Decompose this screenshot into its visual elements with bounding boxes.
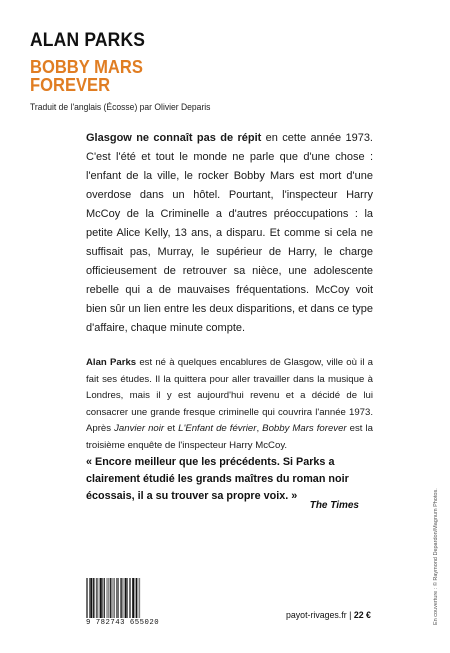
publisher-website: payot-rivages.fr: [286, 610, 347, 620]
barcode-bar: [89, 578, 90, 618]
cover-header: [30, 30, 420, 113]
isbn-number: 9 782743 655020: [86, 619, 160, 627]
barcode-bar: [132, 578, 134, 618]
barcode-bar: [112, 578, 113, 618]
quote-source: The Times: [309, 500, 359, 511]
bio-text-1: est né à quelques encablures de Glasgow, ville où il a fait ses études. Il la quittera pour aller travailler dans la musique à Londres, mais il y est aujourd'hui revenu et a décidé de lui consacrer une grande fresque criminelle qui couvrira l'année 1973. Après: [86, 357, 373, 434]
bio-text-2: et: [164, 423, 179, 434]
barcode-bar: [95, 578, 96, 618]
barcode-bar: [90, 578, 92, 618]
barcode-bar: [86, 578, 87, 618]
barcode-block: [86, 578, 160, 627]
barcode-bar: [110, 578, 111, 618]
barcode-bar: [118, 578, 119, 618]
barcode-bar: [104, 578, 105, 618]
barcode-bar: [127, 578, 128, 618]
barcode-bar: [99, 578, 100, 618]
author-name: ALAN PARKS: [30, 30, 146, 51]
barcode-bar: [93, 578, 94, 618]
book-title-line-2: FOREVER: [30, 75, 111, 95]
bio-book-2: L'Enfant de février: [178, 423, 257, 434]
bio-book-1: Janvier noir: [114, 423, 165, 434]
barcode-bar: [102, 578, 103, 618]
barcode-bar: [139, 578, 140, 618]
barcode-bar: [108, 578, 109, 618]
barcode-bar: [100, 578, 102, 618]
barcode-bar: [96, 578, 97, 618]
barcode-bar: [120, 578, 121, 618]
book-title-line-1: BOBBY MARS: [30, 57, 143, 77]
bio-text-3: ,: [256, 423, 263, 434]
barcode-bar: [116, 578, 117, 618]
barcode-bar: [136, 578, 137, 618]
publisher-footer: [286, 610, 371, 620]
barcode-bar: [113, 578, 114, 618]
barcode-image: [86, 578, 160, 618]
barcode-bar: [107, 578, 108, 618]
synopsis-lead: Glasgow ne connaît pas de répit: [86, 132, 262, 144]
barcode-bar: [87, 578, 88, 618]
bio-author-name: Alan Parks: [86, 357, 137, 368]
barcode-bar: [138, 578, 139, 618]
book-price: 22 €: [353, 610, 371, 620]
barcode-bar: [130, 578, 131, 618]
press-quote: « Encore meilleur que les précédents. Si Parks a clairement étudié les grands maîtres du roman noir écossais, il a su trouver sa propre voix. »: [86, 456, 349, 502]
barcode-bar: [125, 578, 127, 618]
barcode-bar: [124, 578, 125, 618]
translator-credit: Traduit de l'anglais (Écosse) par Olivier Deparis: [30, 102, 211, 113]
author-bio-paragraph: [86, 355, 373, 454]
barcode-bar: [135, 578, 136, 618]
footer-separator: |: [346, 610, 354, 620]
synopsis-paragraph: [86, 129, 373, 338]
cover-photo-credit: En couverture : © Raymond Depardon/Magnum Photos.: [433, 488, 439, 625]
bio-book-3: Bobby Mars forever: [262, 423, 347, 434]
barcode-bar: [114, 578, 115, 618]
barcode-bar: [121, 578, 122, 618]
barcode-bar: [129, 578, 130, 618]
bio-text-4: est la troisième enquête de l'inspecteur Harry McCoy.: [86, 423, 373, 451]
synopsis-text: en cette année 1973. C'est l'été et tout le monde ne parle que d'une chose : l'enfant de la ville, le rocker Bobby Mars est mort d'une overdose dans un hôtel. Pourtant, l'inspecteur Harry McCoy de la Criminelle a d'autres préoccupations : la petite Alice Kelly, 13 ans, a disparu. Et comme si cela ne suffisait pas, Murray, le supérieur de Harry, le charge officieusement de retrouver sa nièce, une adolescente rebelle qui a de mauvaises fréquentations. McCoy voit bien sûr un lien entre les deux disparitions, et dans ce type d'affaire, chaque minute compte.: [86, 132, 373, 334]
